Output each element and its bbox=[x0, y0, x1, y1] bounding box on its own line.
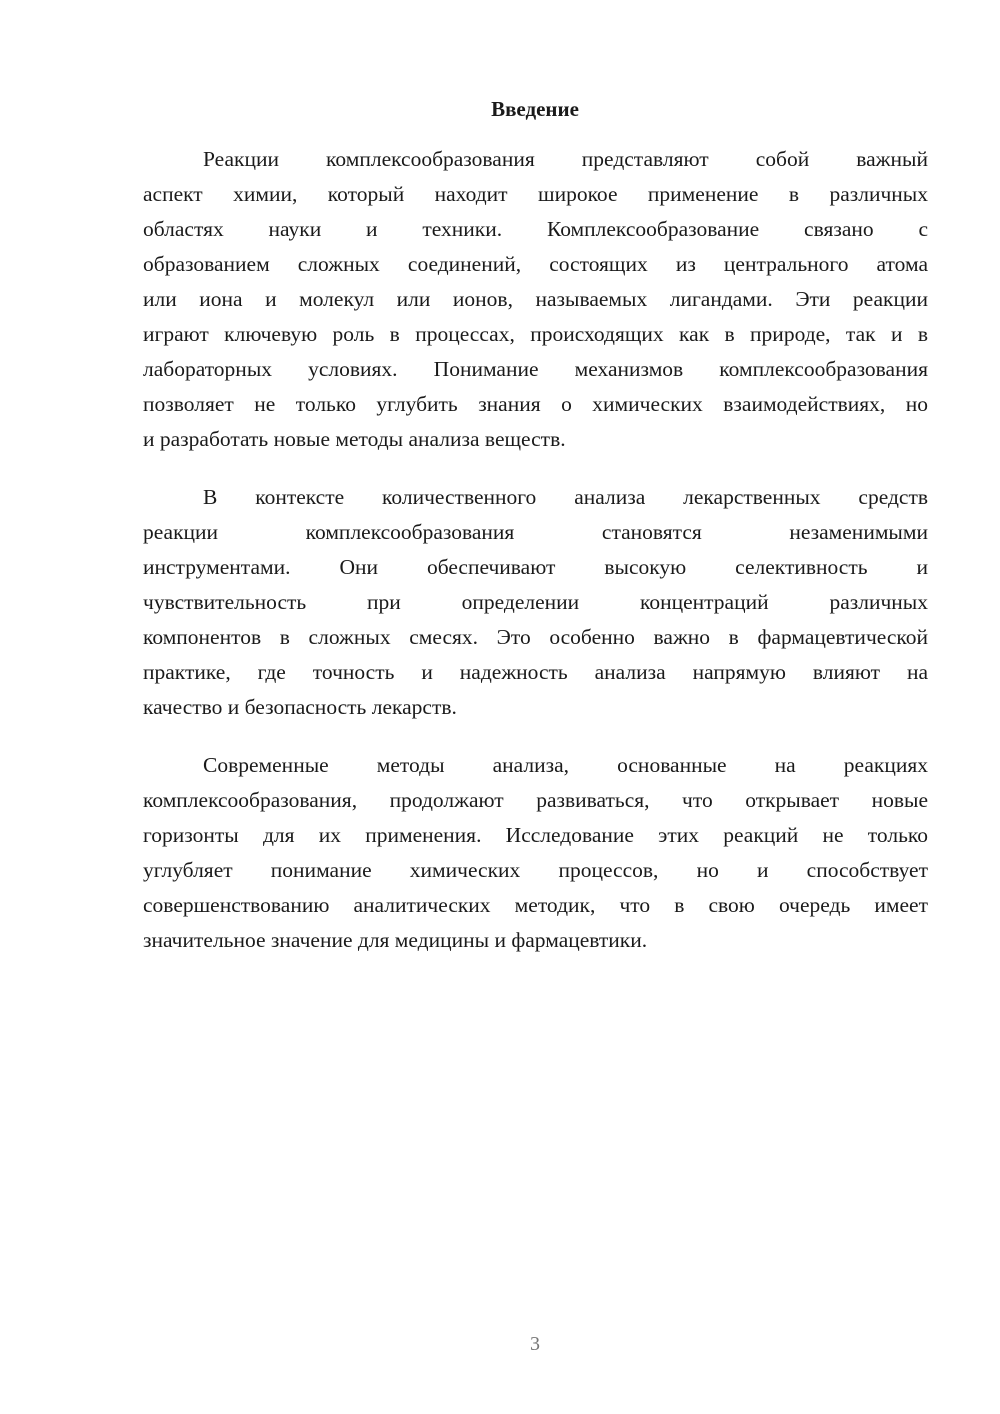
paragraph-1 bbox=[143, 142, 928, 457]
page-number: 3 bbox=[530, 1333, 540, 1355]
text-line: Современные методы анализа, основанные на реакциях bbox=[203, 753, 928, 777]
paragraph-3 bbox=[143, 748, 928, 958]
text-line: компонентов в сложных смесях. Это особенно важно в фармацевтической bbox=[143, 625, 928, 649]
text-line: и разработать новые методы анализа веществ. bbox=[143, 427, 566, 451]
text-line: образованием сложных соединений, состоящих из центрального атома bbox=[143, 252, 928, 276]
text-line: реакции комплексообразования становятся незаменимыми bbox=[143, 520, 928, 544]
text-line: горизонты для их применения. Исследование этих реакций не только bbox=[143, 823, 928, 847]
text-line: областях науки и техники. Комплексообразование связано с bbox=[143, 217, 928, 241]
text-line: Реакции комплексообразования представляют собой важный bbox=[203, 147, 928, 171]
text-line: инструментами. Они обеспечивают высокую селективность и bbox=[143, 555, 928, 579]
section-title: Введение bbox=[491, 97, 579, 121]
text-line: совершенствованию аналитических методик, что в свою очередь имеет bbox=[143, 893, 928, 917]
text-line: позволяет не только углубить знания о химических взаимодействиях, но bbox=[143, 392, 928, 416]
text-line: значительное значение для медицины и фармацевтики. bbox=[143, 928, 648, 952]
text-line: лабораторных условиях. Понимание механизмов комплексообразования bbox=[143, 357, 928, 381]
paragraph-2 bbox=[143, 480, 928, 725]
text-line: практике, где точность и надежность анализа напрямую влияют на bbox=[143, 660, 928, 684]
text-line: В контексте количественного анализа лекарственных средств bbox=[203, 485, 928, 509]
text-line: чувствительность при определении концентраций различных bbox=[143, 590, 928, 614]
text-line: или иона и молекул или ионов, называемых лигандами. Эти реакции bbox=[143, 287, 928, 311]
text-line: аспект химии, который находит широкое применение в различных bbox=[143, 182, 928, 206]
text-line: играют ключевую роль в процессах, происходящих как в природе, так и в bbox=[143, 322, 928, 346]
text-line: комплексообразования, продолжают развиваться, что открывает новые bbox=[143, 788, 928, 812]
text-line: качество и безопасность лекарств. bbox=[143, 695, 457, 719]
text-line: углубляет понимание химических процессов, но и способствует bbox=[143, 858, 928, 882]
